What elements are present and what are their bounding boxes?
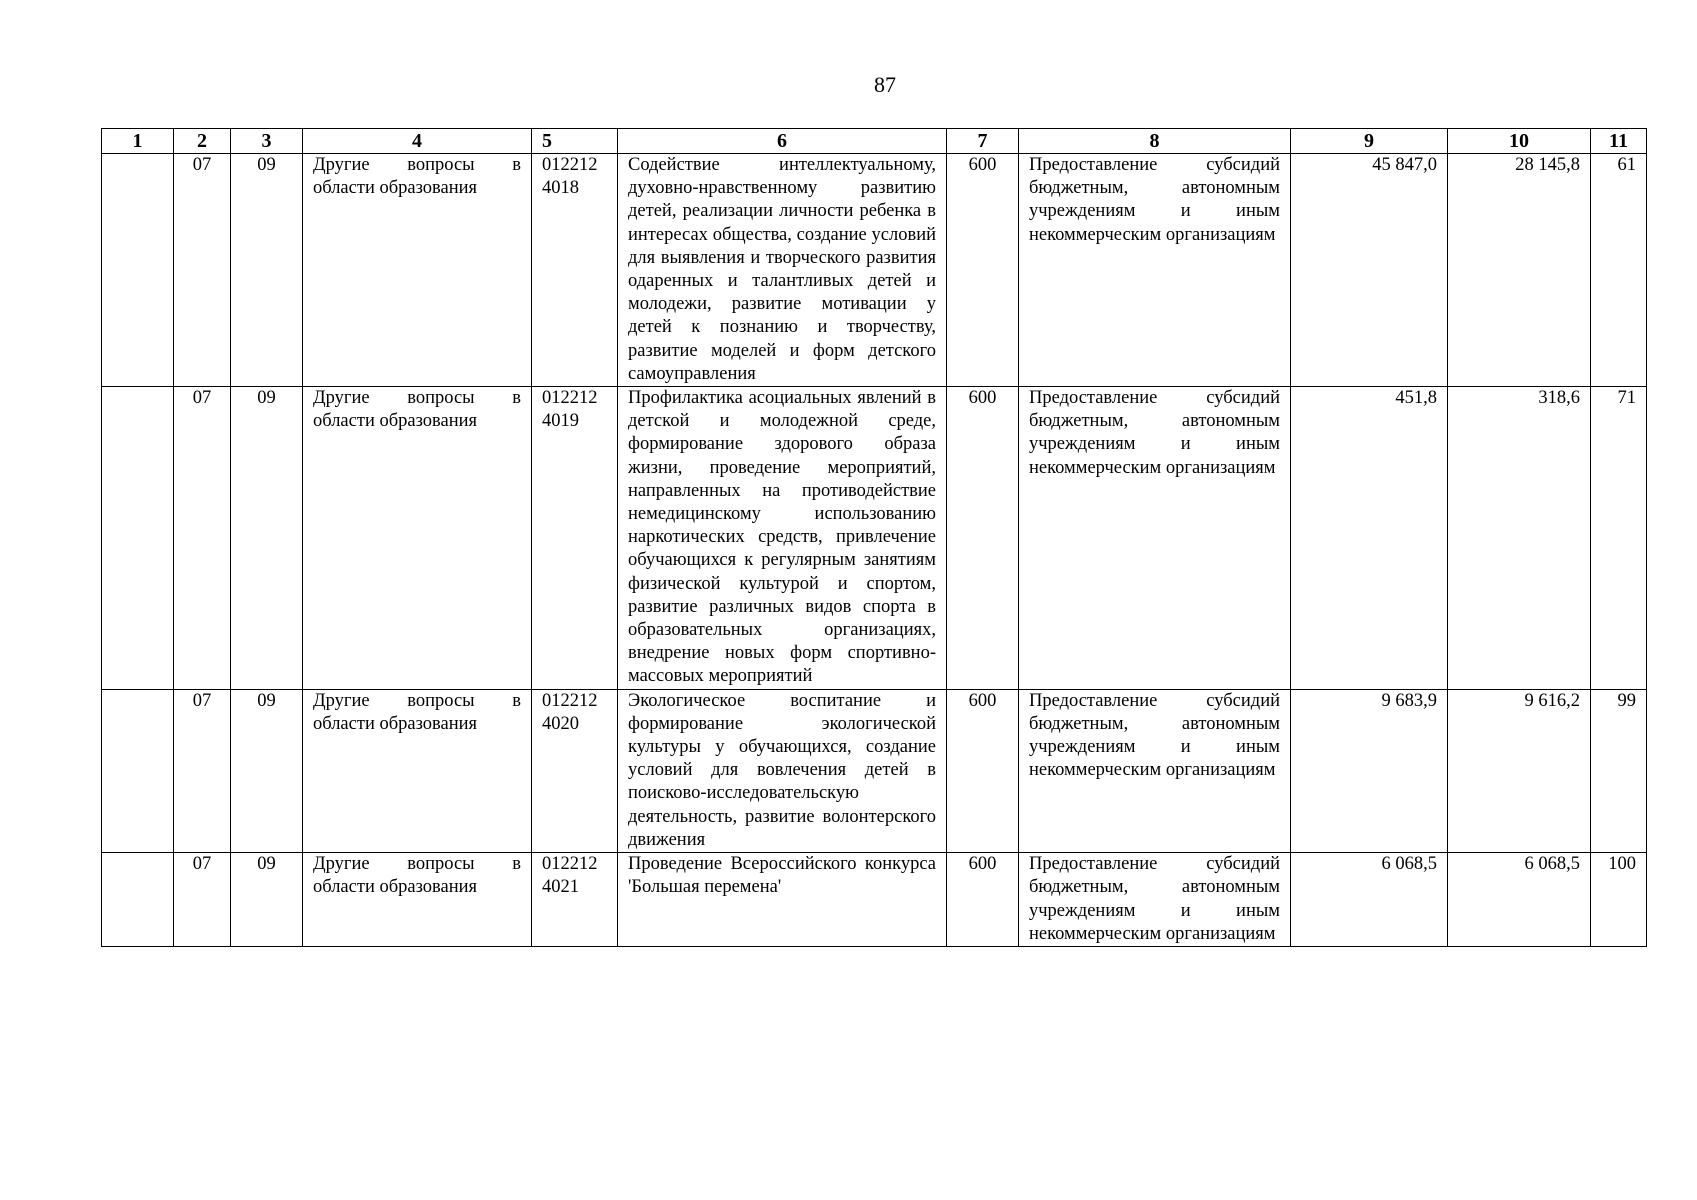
cell-expense-description: Предоставление субсидий бюджетным, автономным учреждениям и иным некоммерческим организациям [1019, 853, 1291, 947]
column-header: 6 [618, 129, 947, 154]
table-header-row [102, 129, 1647, 154]
target-code-part2: 4018 [542, 178, 579, 199]
target-code-part1: 012212 [542, 854, 598, 875]
target-code-part1: 012212 [542, 388, 598, 409]
cell-planned-amount: 451,8 [1291, 387, 1448, 690]
column-header: 2 [174, 129, 231, 154]
cell-target-code [532, 853, 618, 947]
cell-percent: 100 [1591, 853, 1647, 947]
cell-section-name: Другие вопросы в области образования [303, 689, 532, 852]
target-code-part2: 4019 [542, 411, 579, 432]
cell-expense-description: Предоставление субсидий бюджетным, автономным учреждениям и иным некоммерческим организациям [1019, 154, 1291, 387]
cell-target-description: Проведение Всероссийского конкурса 'Большая перемена' [618, 853, 947, 947]
cell-expense-type: 600 [947, 853, 1019, 947]
cell-col1 [102, 387, 174, 690]
cell-actual-amount: 9 616,2 [1448, 689, 1591, 852]
cell-planned-amount: 45 847,0 [1291, 154, 1448, 387]
table-row [102, 689, 1647, 852]
column-header: 10 [1448, 129, 1591, 154]
column-header: 3 [231, 129, 303, 154]
cell-subsection: 09 [231, 689, 303, 852]
cell-actual-amount: 318,6 [1448, 387, 1591, 690]
cell-col1 [102, 853, 174, 947]
column-header: 4 [303, 129, 532, 154]
cell-percent: 71 [1591, 387, 1647, 690]
cell-expense-type: 600 [947, 154, 1019, 387]
budget-table [101, 128, 1647, 947]
cell-percent: 61 [1591, 154, 1647, 387]
cell-section: 07 [174, 154, 231, 387]
cell-col1 [102, 154, 174, 387]
cell-col1 [102, 689, 174, 852]
table-row [102, 154, 1647, 387]
column-header: 5 [532, 129, 618, 154]
column-header: 9 [1291, 129, 1448, 154]
cell-planned-amount: 9 683,9 [1291, 689, 1448, 852]
cell-target-description: Профилактика асоциальных явлений в детской и молодежной среде, формирование здорового образа жизни, проведение мероприятий, направленных на противодействие немедицинскому использованию наркотических средств, привлечение обучающихся к регулярным занятиям физической культурой и спортом, развитие различных видов спорта в образовательных организациях, внедрение новых форм спортивно-массовых мероприятий [618, 387, 947, 690]
cell-target-description: Содействие интеллектуальному, духовно-нравственному развитию детей, реализации личности ребенка в интересах общества, создание условий для выявления и творческого развития одаренных и талантливых детей и молодежи, развитие мотивации у детей к познанию и творчеству, развитие моделей и форм детского самоуправления [618, 154, 947, 387]
cell-subsection: 09 [231, 853, 303, 947]
table-row [102, 853, 1647, 947]
target-code-part1: 012212 [542, 155, 598, 175]
cell-section-name: Другие вопросы в области образования [303, 387, 532, 690]
column-header: 11 [1591, 129, 1647, 154]
column-header: 7 [947, 129, 1019, 154]
cell-section-name: Другие вопросы в области образования [303, 853, 532, 947]
column-header: 1 [102, 129, 174, 154]
cell-section: 07 [174, 387, 231, 690]
cell-planned-amount: 6 068,5 [1291, 853, 1448, 947]
target-code-part1: 012212 [542, 690, 598, 711]
cell-section: 07 [174, 853, 231, 947]
cell-actual-amount: 6 068,5 [1448, 853, 1591, 947]
page-number: 87 [874, 72, 896, 97]
cell-expense-type: 600 [947, 689, 1019, 852]
cell-expense-description: Предоставление субсидий бюджетным, автономным учреждениям и иным некоммерческим организациям [1019, 387, 1291, 690]
cell-expense-description: Предоставление субсидий бюджетным, автономным учреждениям и иным некоммерческим организациям [1019, 689, 1291, 852]
column-header: 8 [1019, 129, 1291, 154]
cell-actual-amount: 28 145,8 [1448, 154, 1591, 387]
cell-percent: 99 [1591, 689, 1647, 852]
cell-target-description: Экологическое воспитание и формирование экологической культуры у обучающихся, создание условий для вовлечения детей в поисково-исследовательскую деятельность, развитие волонтерского движения [618, 689, 947, 852]
cell-target-code [532, 154, 618, 387]
cell-target-code [532, 387, 618, 690]
cell-section-name: Другие вопросы в области образования [303, 154, 532, 387]
target-code-part2: 4021 [542, 877, 579, 898]
cell-subsection: 09 [231, 154, 303, 387]
cell-section: 07 [174, 689, 231, 852]
table-row [102, 387, 1647, 690]
target-code-part2: 4020 [542, 713, 579, 734]
cell-subsection: 09 [231, 387, 303, 690]
cell-expense-type: 600 [947, 387, 1019, 690]
cell-target-code [532, 689, 618, 852]
